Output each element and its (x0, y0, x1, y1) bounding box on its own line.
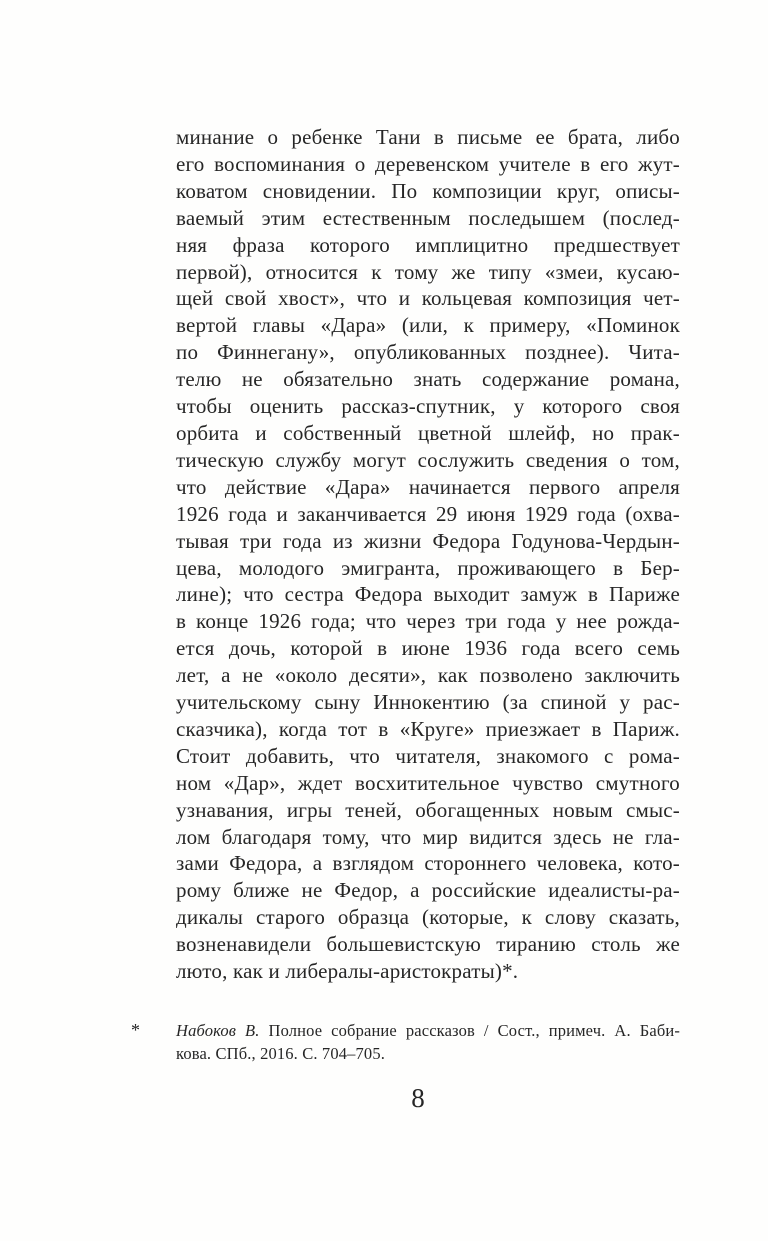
text-line: чтобы оценить рассказ-спутник, у которого своя (176, 394, 680, 419)
text-line: цева, молодого эмигранта, проживающего в Бер- (176, 555, 680, 580)
text-line: возненавидели большевистскую тиранию столь же (176, 932, 680, 957)
text-line: люто, как и либералы-аристократы)*. (176, 959, 519, 984)
footnote-line-1 (176, 1019, 680, 1042)
text-line: зами Федора, а взглядом стороннего человека, кото- (176, 851, 680, 876)
text-line: дикалы старого образца (которые, к слову сказать, (176, 905, 680, 930)
text-line: няя фраза которого имплицитно предшествует (176, 232, 680, 257)
text-line: орбита и собственный цветной шлейф, но прак- (176, 420, 680, 445)
text-line: ваемый этим естественным последышем (послед- (176, 205, 680, 230)
footnote-marker: * (131, 1020, 141, 1040)
text-line: щей свой хвост», что и кольцевая композиция чет- (176, 286, 680, 311)
page-number: 8 (411, 1083, 425, 1113)
text-line: рому ближе не Федор, а российские идеалисты-ра- (176, 878, 680, 903)
text-line: первой), относится к тому же типу «змеи, кусаю- (176, 259, 680, 284)
text-line: вертой главы «Дара» (или, к примеру, «Поминок (176, 313, 680, 338)
text-line: что действие «Дара» начинается первого апреля (176, 474, 680, 499)
text-line: учительскому сыну Иннокентию (за спиной у рас- (176, 690, 680, 715)
text-line: лом благодаря тому, что мир видится здесь не гла- (176, 824, 680, 849)
text-line: тывая три года из жизни Федора Годунова-Чердын- (176, 528, 680, 553)
text-line: Стоит добавить, что читателя, знакомого с рома- (176, 743, 680, 768)
text-line: коватом сновидении. По композиции круг, описы- (176, 178, 680, 203)
text-line: сказчика), когда тот в «Круге» приезжает в Париж. (176, 716, 680, 741)
text-line: лине); что сестра Федора выходит замуж в Париже (176, 582, 680, 607)
text-line: тическую службу могут сослужить сведения о том, (176, 447, 680, 472)
text-line: по Финнегану», опубликованных позднее). Чита- (176, 340, 680, 365)
text-line: ном «Дар», ждет восхитительное чувство смутного (176, 770, 680, 795)
footnote-author: Набоков В. (176, 1021, 260, 1040)
body-text (176, 124, 680, 985)
text-line: телю не обязательно знать содержание романа, (176, 367, 680, 392)
text-line: 1926 года и заканчивается 29 июня 1929 года (охва- (176, 501, 680, 526)
text-line: его воспоминания о деревенском учителе в его жут- (176, 151, 680, 176)
footnote-reference: Полное собрание рассказов / Сост., примеч. А. Баби- (259, 1021, 680, 1040)
text-line: минание о ребенке Тани в письме ее брата, либо (176, 125, 680, 149)
text-line: узнавания, игры теней, обогащенных новым смыс- (176, 797, 680, 822)
text-line: ется дочь, которой в июне 1936 года всего семь (176, 636, 680, 661)
text-line: лет, а не «около десяти», как позволено заключить (176, 663, 680, 688)
footnote-text (176, 1019, 680, 1065)
footnote-line-2: кова. СПб., 2016. С. 704–705. (176, 1044, 385, 1063)
text-line: в конце 1926 года; что через три года у нее рожда- (176, 609, 680, 634)
